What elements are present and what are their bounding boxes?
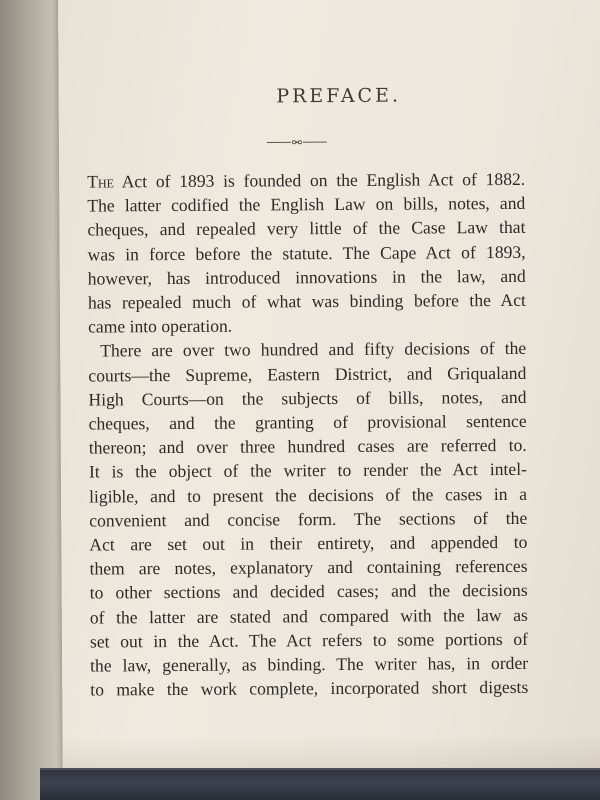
text-line: There are over two hundred and fifty decisions of the (100, 338, 527, 361)
text-line: set out in the Act. The Act refers to some portions of (89, 628, 529, 652)
text-line: courts—the Supreme, Eastern District, and Griqualand (88, 362, 527, 386)
text-line: was in force before the statute. The Cape Act of 1893, (87, 241, 526, 265)
text-line: has repealed much of what was binding before the Act (87, 289, 526, 313)
paragraph-1 (87, 167, 526, 339)
page-title: PREFACE. (276, 84, 402, 108)
text-line: them are notes, explanatory and containing references (89, 556, 528, 579)
text-line: convenient and concise form. The sections of the (89, 507, 528, 531)
book-page (58, 0, 600, 777)
text-line: The latter codified the English Law on bills, notes, and (87, 193, 526, 216)
small-caps-lead: The (87, 171, 114, 192)
text-line: ligible, and to present the decisions of the cases in a (89, 483, 528, 507)
preface-body (87, 167, 528, 702)
book-cover-edge (40, 768, 600, 800)
text-line: came into operation. (87, 315, 233, 337)
text-line: cheques, and the granting of provisional sentence (88, 410, 527, 434)
paragraph-2 (88, 336, 528, 702)
text-line: Act are set out in their entirety, and appended to (89, 531, 528, 555)
text-line: the law, generally, as binding. The writer has, in order (90, 652, 529, 676)
text-line: cheques, and repealed very little of the Case Law that (87, 217, 526, 240)
text-line: of the latter are stated and compared with the law as (89, 604, 528, 628)
text-line: to make the work complete, incorporated short digests (90, 677, 529, 700)
text-line: however, has introduced innovations in the law, and (87, 265, 526, 289)
text-line: to other sections and decided cases; and the decisions (89, 580, 528, 603)
text-line: thereon; and over three hundred cases are referred to. (88, 435, 527, 458)
text-line: High Courts—on the subjects of bills, notes, and (88, 386, 527, 410)
ornamental-rule-icon (267, 139, 327, 145)
text-line: The Act of 1893 is founded on the English Act of 1882. (87, 168, 526, 192)
text-line: It is the object of the writer to render the Act intel- (88, 459, 527, 482)
